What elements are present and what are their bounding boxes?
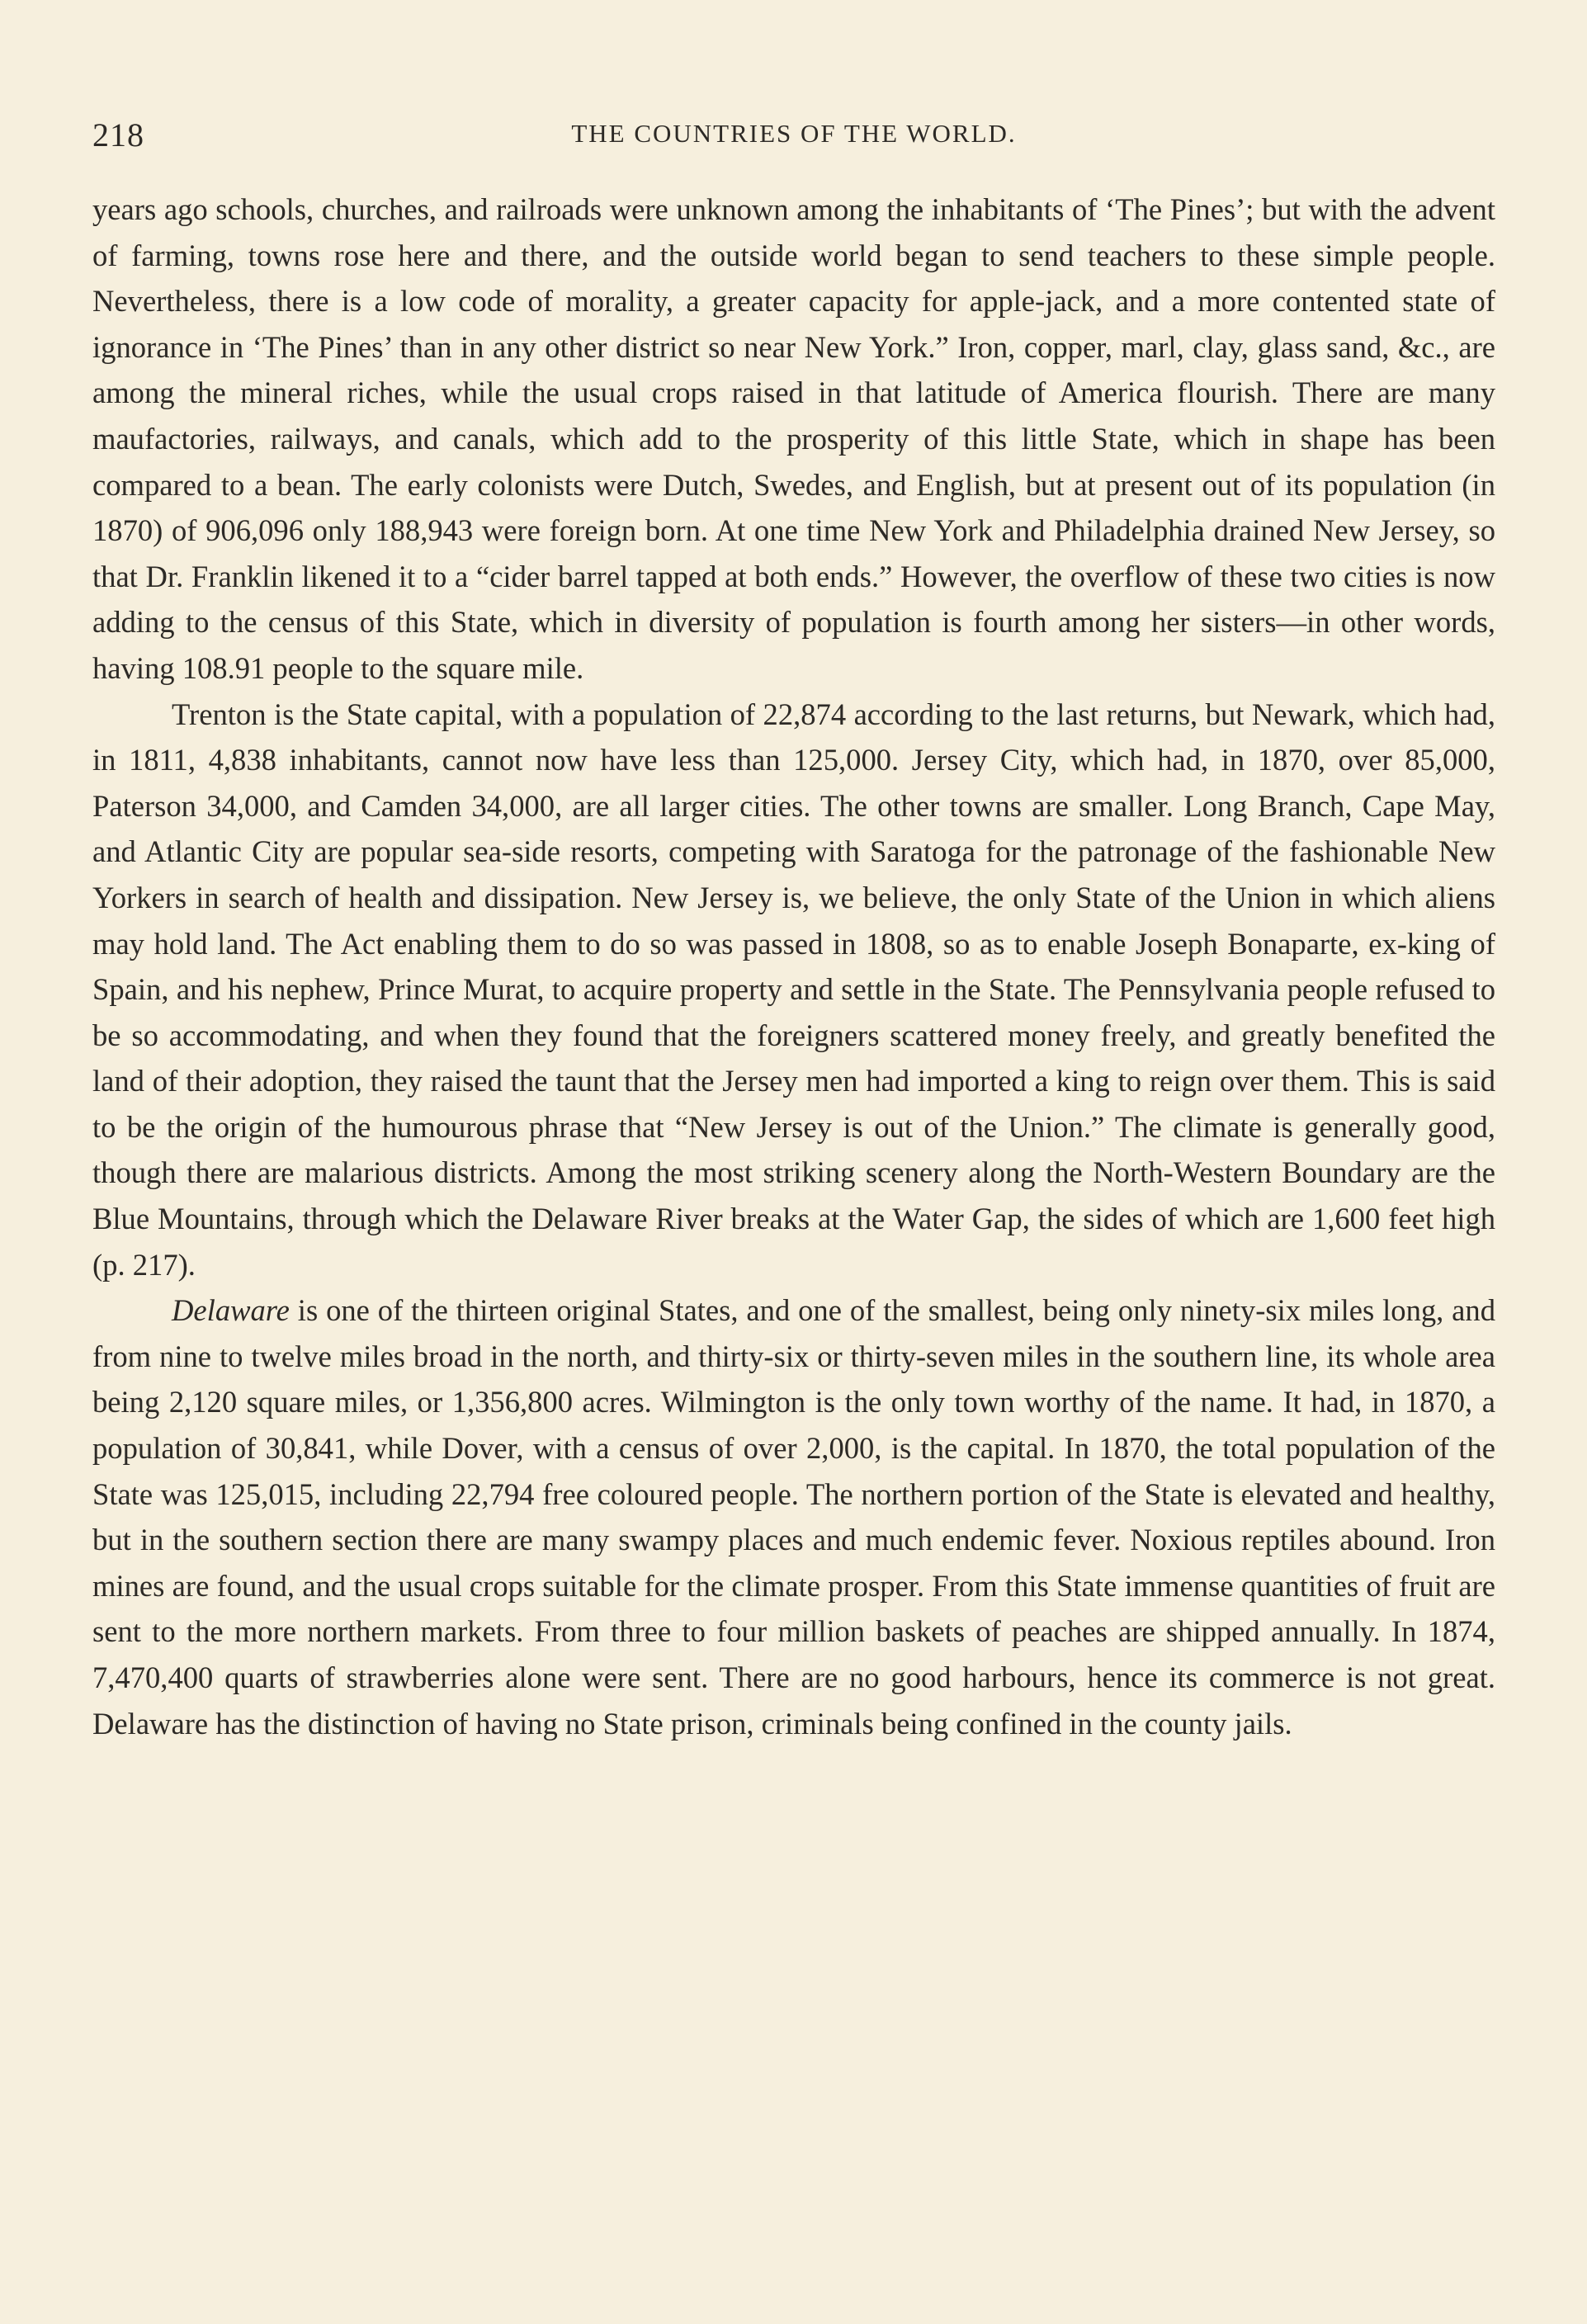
delaware-text: is one of the thirteen original States, and one of the smallest, being only ninety-six miles long, and from nine to twelve miles broad in the north, and thirty-six or thirty-seven miles in the southern line, its whole area being 2,120 square miles, or 1,356,800 acres. Wilmington is the only town worthy of the name. It had, in 1870, a population of 30,841, while Dover, with a census of over 2,000, is the capital. In 1870, the total population of the State was 125,015, including 22,794 free coloured people. The northern portion of the State is elevated and healthy, but in the southern section there are many swampy places and much endemic fever. Noxious reptiles abound. Iron mines are found, and the usual crops suitable for the climate prosper. From this State immense quantities of fruit are sent to the more northern markets. From three to four million baskets of peaches are shipped annually. In 1874, 7,470,400 quarts of strawberries alone were sent. There are no good harbours, hence its commerce is not great. Delaware has the distinction of having no State prison, criminals being confined in the county jails. bbox=[92, 1293, 1495, 1741]
page-number: 218 bbox=[92, 116, 144, 154]
page-header bbox=[92, 116, 1495, 165]
delaware-heading: Delaware bbox=[172, 1293, 290, 1328]
paragraph-delaware bbox=[92, 1287, 1495, 1746]
paragraph-new-jersey-continued: years ago schools, churches, and railroads were unknown among the inhabitants of ‘The Pines’; but with the advent of farming, towns rose here and there, and the outside world began to send teachers to these simple people. Nevertheless, there is a low code of morality, a greater capacity for apple-jack, and a more contented state of ignorance in ‘The Pines’ than in any other district so near New York.” Iron, copper, marl, clay, glass sand, &c., are among the mineral riches, while the usual crops raised in that latitude of America flourish. There are many maufactories, railways, and canals, which add to the prosperity of this little State, which in shape has been compared to a bean. The early colonists were Dutch, Swedes, and English, but at present out of its population (in 1870) of 906,096 only 188,943 were foreign born. At one time New York and Philadelphia drained New Jersey, so that Dr. Franklin likened it to a “cider barrel tapped at both ends.” However, the overflow of these two cities is now adding to the census of this State, which in diversity of population is fourth among her sisters—in other words, having 108.91 people to the square mile. bbox=[92, 192, 1495, 685]
running-title: THE COUNTRIES OF THE WORLD. bbox=[571, 119, 1017, 148]
paragraph-new-jersey-cities: Trenton is the State capital, with a population of 22,874 according to the last returns, but Newark, which had, in 1811, 4,838 inhabitants, cannot now have less than 125,000. Jersey City, which had, in 1870, over 85,000, Paterson 34,000, and Camden 34,000, are all larger cities. The other towns are smaller. Long Branch, Cape May, and Atlantic City are popular sea-side resorts, competing with Saratoga for the patronage of the fashionable New Yorkers in search of health and dissipation. New Jersey is, we believe, the only State of the Union in which aliens may hold land. The Act enabling them to do so was passed in 1808, so as to enable Joseph Bonaparte, ex-king of Spain, and his nephew, Prince Murat, to acquire property and settle in the State. The Pennsylvania people refused to be so accommodating, and when they found that the foreigners scattered money freely, and greatly benefited the land of their adoption, they raised the taunt that the Jersey men had imported a king to reign over them. This is said to be the origin of the humourous phrase that “New Jersey is out of the Union.” The climate is generally good, though there are malarious districts. Among the most striking scenery along the North-Western Boundary are the Blue Mountains, through which the Delaware River breaks at the Water Gap, the sides of which are 1,600 feet high (p. 217). bbox=[92, 697, 1495, 1282]
body-text bbox=[92, 187, 1495, 1746]
